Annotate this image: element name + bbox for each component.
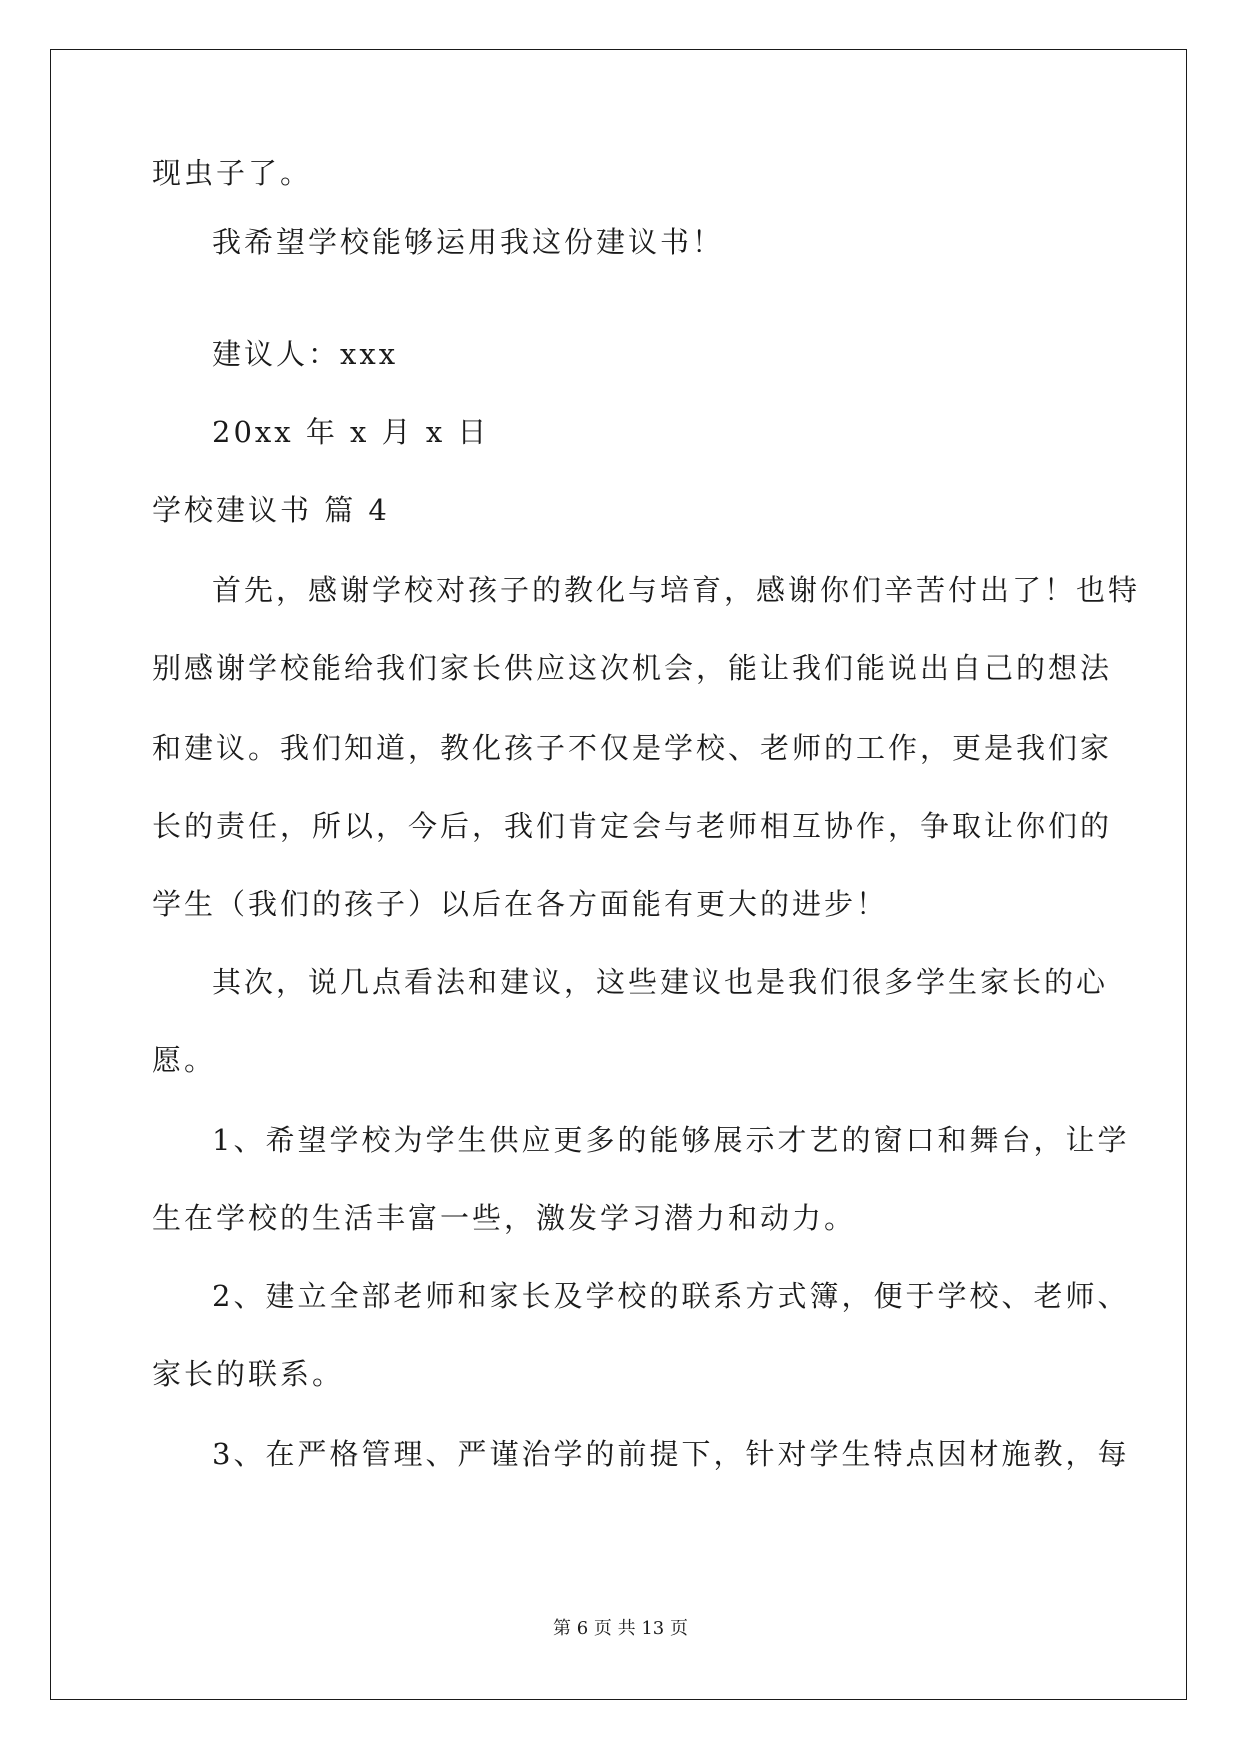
text-line: 学生（我们的孩子）以后在各方面能有更大的进步！ (152, 887, 889, 921)
text-line: 和建议。我们知道，教化孩子不仅是学校、老师的工作，更是我们家 (152, 731, 1113, 765)
text-line: 愿。 (152, 1043, 217, 1077)
text-line: 我希望学校能够运用我这份建议书！ (212, 225, 725, 259)
text-line: 建议人：xxx (212, 337, 399, 371)
text-line: 家长的联系。 (152, 1357, 345, 1391)
text-line: 1、希望学校为学生供应更多的能够展示才艺的窗口和舞台，让学 (212, 1123, 1130, 1157)
text-line: 2、建立全部老师和家长及学校的联系方式簿，便于学校、老师、 (212, 1279, 1130, 1313)
text-line: 别感谢学校能给我们家长供应这次机会，能让我们能说出自己的想法 (152, 651, 1113, 685)
text-line: 首先，感谢学校对孩子的教化与培育，感谢你们辛苦付出了！也特 (212, 573, 1141, 607)
page-number: 第 6 页 共 13 页 (553, 1618, 688, 1639)
text-line: 生在学校的生活丰富一些，激发学习潜力和动力。 (152, 1201, 857, 1235)
text-line: 其次，说几点看法和建议，这些建议也是我们很多学生家长的心 (212, 965, 1109, 999)
text-line: 3、在严格管理、严谨治学的前提下，针对学生特点因材施教，每 (212, 1437, 1130, 1471)
text-line: 现虫子了。 (152, 156, 313, 190)
section-heading: 学校建议书 篇 4 (152, 493, 390, 527)
text-line: 长的责任，所以，今后，我们肯定会与老师相互协作，争取让你们的 (152, 809, 1113, 843)
text-line: 20xx 年 x 月 x 日 (212, 415, 490, 449)
